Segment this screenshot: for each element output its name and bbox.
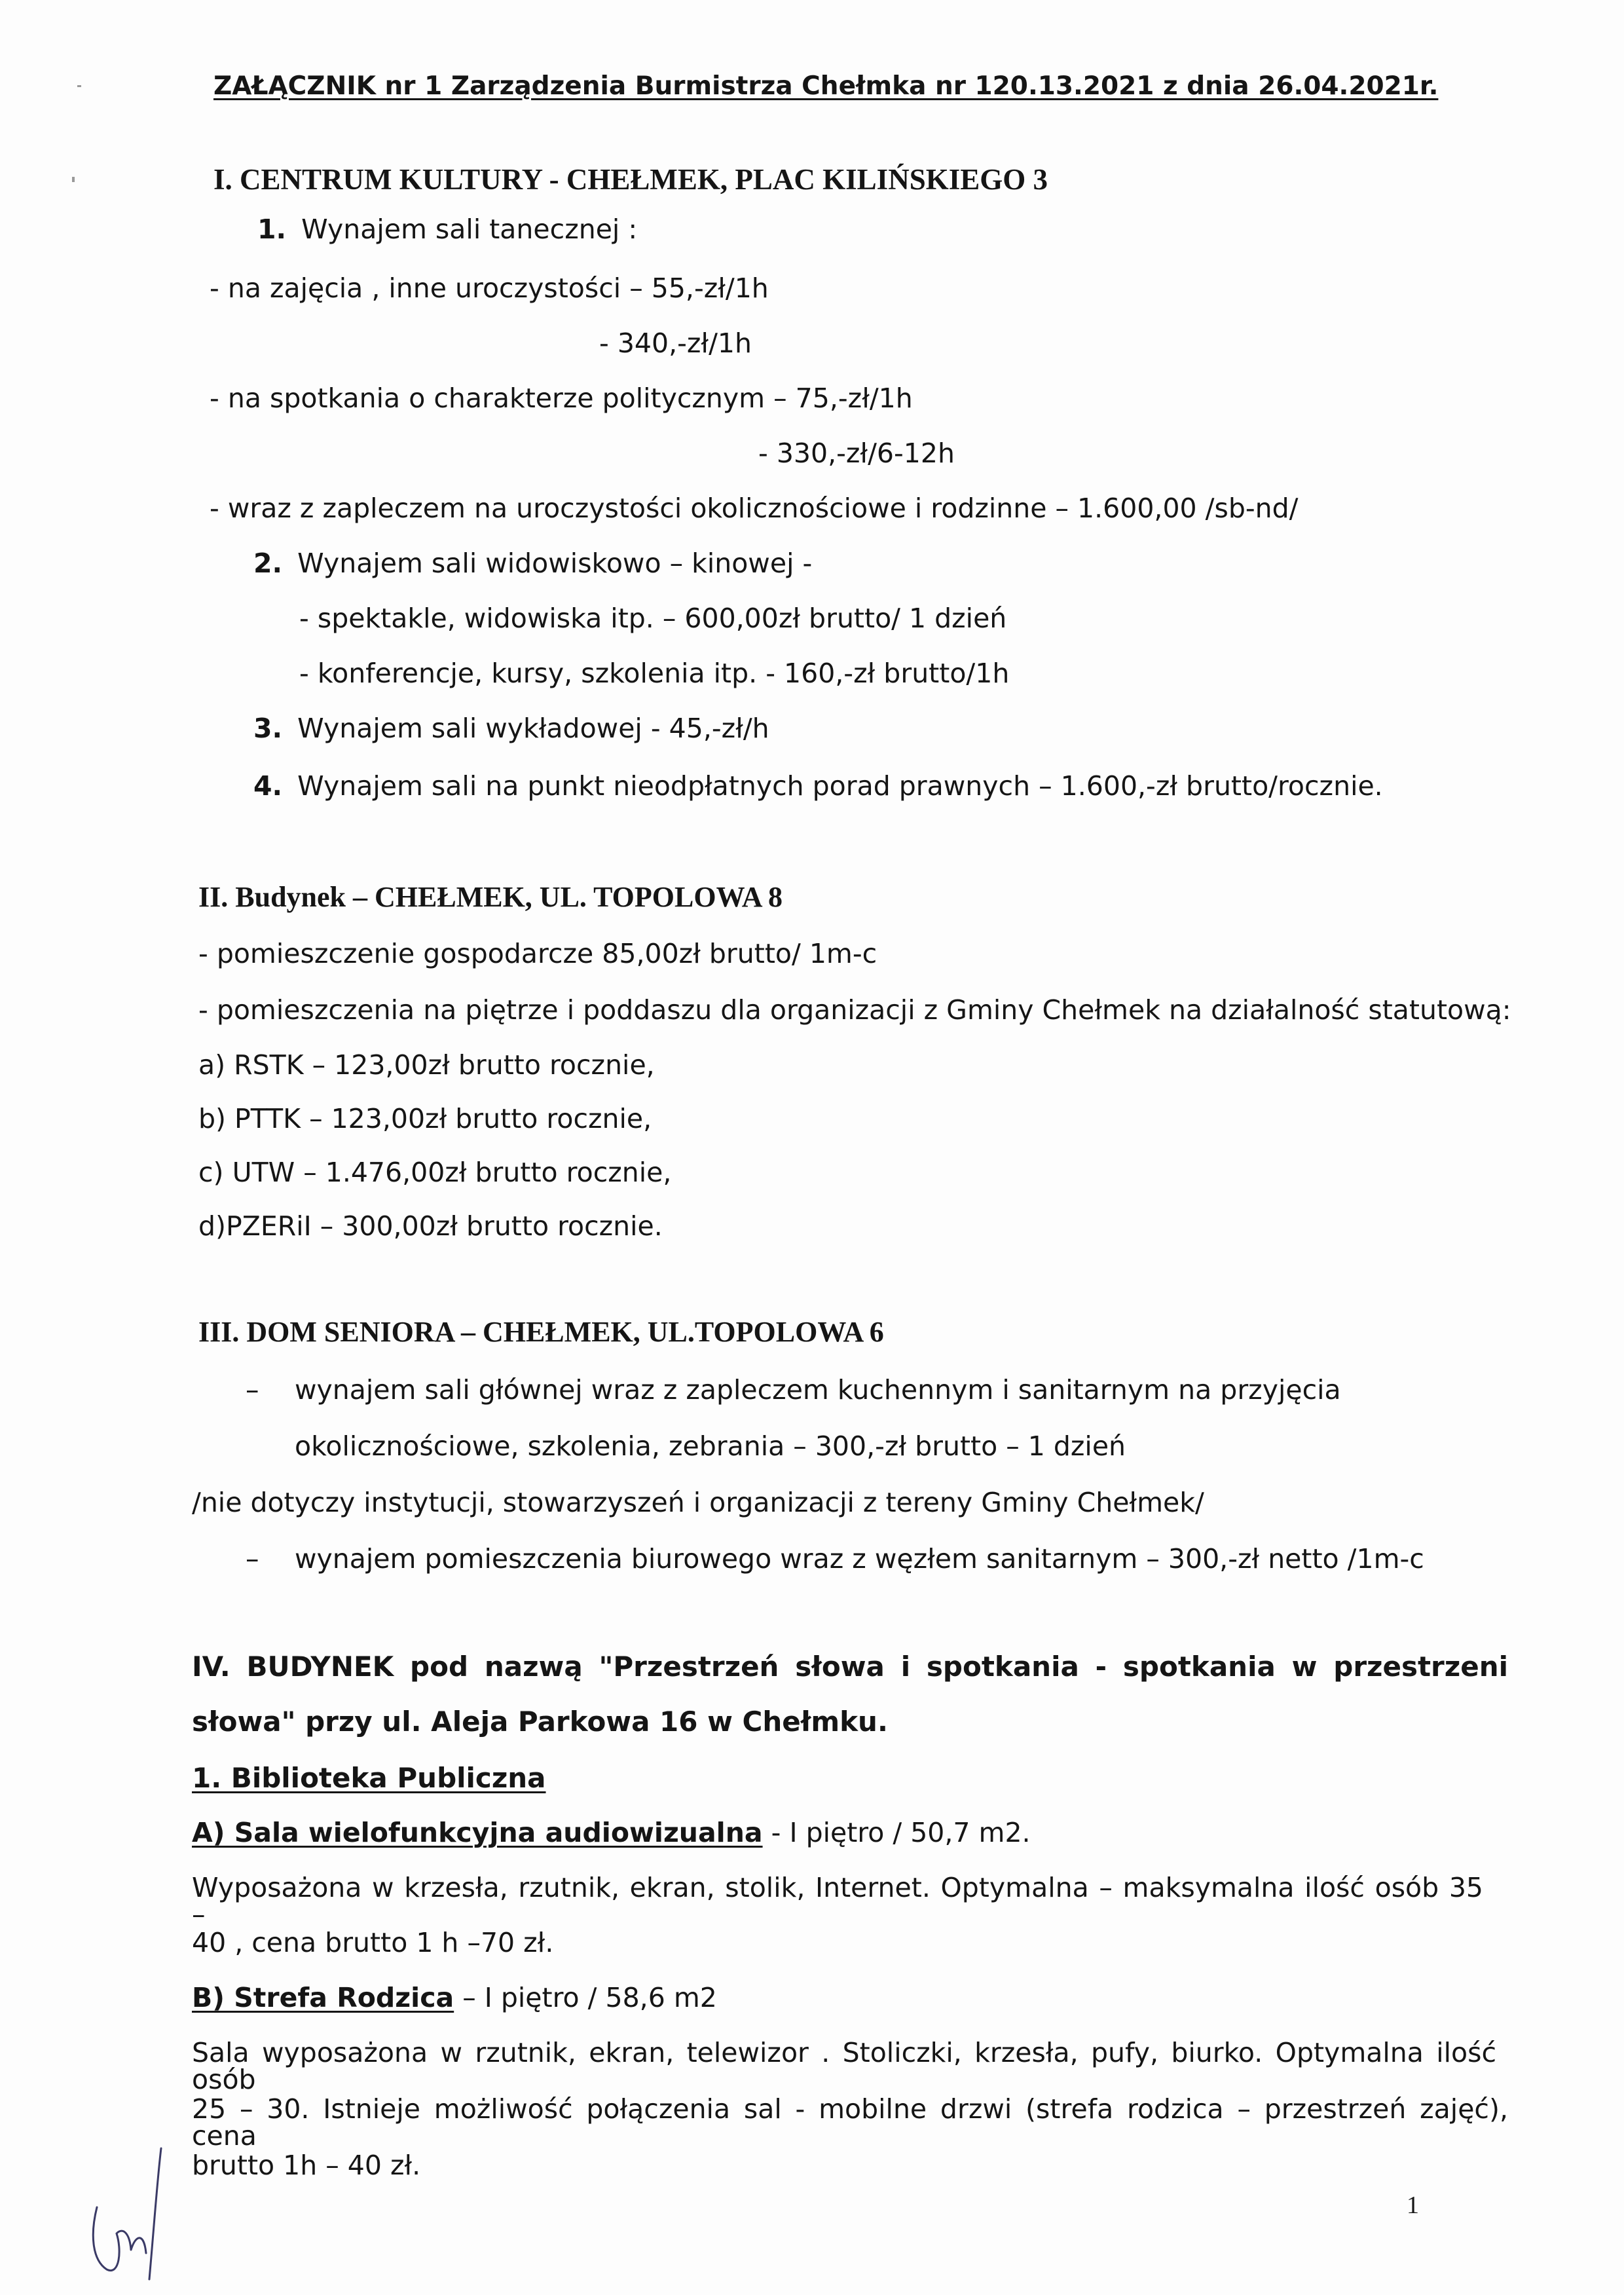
- paragraph-line: Wyposażona w krzesła, rzutnik, ekran, stolik, Internet. Optymalna – maksymalna ilość osób 35 –: [192, 1872, 1483, 1930]
- dash-marker: –: [246, 1374, 259, 1406]
- price-line: - spektakle, widowiska itp. – 600,00zł brutto/ 1 dzień: [299, 603, 1007, 634]
- page-number: 1: [1407, 2192, 1419, 2219]
- price-line: - na zajęcia , inne uroczystości – 55,-zł/1h: [210, 272, 769, 304]
- section-1-item-1: [257, 216, 637, 243]
- room-b-info: – I piętro / 58,6 m2: [454, 1982, 717, 2013]
- room-a-label: A) Sala wielofunkcyjna audiowizualna: [192, 1817, 763, 1848]
- room-a-info: - I piętro / 50,7 m2.: [762, 1817, 1031, 1848]
- room-b-label: B) Strefa Rodzica: [192, 1982, 454, 2013]
- section-3-title: III. DOM SENIORA – CHEŁMEK, UL.TOPOLOWA 6: [198, 1316, 884, 1348]
- section-1-title: [213, 165, 1048, 195]
- organization-line: b) PTTK – 123,00zł brutto rocznie,: [198, 1103, 652, 1134]
- dash-marker: –: [246, 1543, 259, 1575]
- item-label: Wynajem sali wykładowej - 45,-zł/h: [297, 713, 769, 744]
- paragraph-line: 40 , cena brutto 1 h –70 zł.: [192, 1927, 554, 1958]
- section-1-item-3: [253, 715, 769, 742]
- document-header: ZAŁĄCZNIK nr 1 Zarządzenia Burmistrza Chełmka nr 120.13.2021 z dnia 26.04.2021r.: [213, 71, 1439, 101]
- item-label: Wynajem sali tanecznej :: [301, 214, 638, 245]
- paragraph-line: 25 – 30. Istnieje możliwość połączenia sal - mobilne drzwi (strefa rodzica – przestrzeń zajęć), cena: [192, 2093, 1508, 2152]
- item-number: 3.: [253, 713, 283, 744]
- scan-speck: [72, 177, 75, 182]
- paragraph-line: Sala wyposażona w rzutnik, ekran, telewizor . Stoliczki, krzesła, pufy, biurko. Optymalna ilość osób: [192, 2037, 1496, 2095]
- item-number: 2.: [253, 548, 283, 579]
- section-1-title-text: CENTRUM KULTURY - CHEŁMEK, PLAC KILIŃSKIEGO 3: [240, 163, 1048, 196]
- note-line: /nie dotyczy instytucji, stowarzyszeń i organizacji z tereny Gminy Chełmek/: [192, 1487, 1204, 1518]
- scan-speck: [77, 85, 81, 87]
- organization-line: c) UTW – 1.476,00zł brutto rocznie,: [198, 1157, 672, 1188]
- price-line: - na spotkania o charakterze politycznym – 75,-zł/1h: [210, 382, 913, 414]
- item-label: Wynajem sali widowiskowo – kinowej -: [297, 548, 813, 579]
- rental-line: wynajem sali głównej wraz z zapleczem kuchennym i sanitarnym na przyjęcia: [295, 1374, 1341, 1406]
- item-label: Wynajem sali na punkt nieodpłatnych porad prawnych – 1.600,-zł brutto/rocznie.: [297, 770, 1383, 802]
- paragraph-line: brutto 1h – 40 zł.: [192, 2150, 421, 2181]
- rental-line: - pomieszczenia na piętrze i poddaszu dla organizacji z Gminy Chełmek na działalność statutową:: [198, 994, 1511, 1026]
- organization-line: d)PZERiI – 300,00zł brutto rocznie.: [198, 1210, 663, 1242]
- section-1-item-2: [253, 550, 812, 577]
- section-4-title-line-1: IV. BUDYNEK pod nazwą "Przestrzeń słowa i spotkania - spotkania w przestrzeni: [192, 1651, 1508, 1683]
- item-number: 4.: [253, 770, 283, 802]
- price-line: - wraz z zapleczem na uroczystości okolicznościowe i rodzinne – 1.600,00 /sb-nd/: [210, 493, 1299, 524]
- section-1-item-4: [253, 770, 1383, 802]
- item-number: 1.: [257, 214, 287, 245]
- price-line: - 340,-zł/1h: [599, 327, 752, 359]
- section-2-title: II. Budynek – CHEŁMEK, UL. TOPOLOWA 8: [198, 881, 783, 913]
- section-1-title-number: I.: [213, 163, 232, 196]
- rental-line: wynajem pomieszczenia biurowego wraz z węzłem sanitarnym – 300,-zł netto /1m-c: [295, 1543, 1424, 1575]
- signature-mark: [84, 2135, 182, 2286]
- price-line: - 330,-zł/6-12h: [758, 438, 955, 469]
- price-line: - konferencje, kursy, szkolenia itp. - 160,-zł brutto/1h: [299, 658, 1010, 689]
- library-subheading: 1. Biblioteka Publiczna: [192, 1762, 546, 1794]
- rental-line: okolicznościowe, szkolenia, zebrania – 300,-zł brutto – 1 dzień: [295, 1430, 1126, 1462]
- section-4-title-line-2: słowa" przy ul. Aleja Parkowa 16 w Chełmku.: [192, 1706, 888, 1738]
- organization-line: a) RSTK – 123,00zł brutto rocznie,: [198, 1049, 655, 1081]
- room-a-heading: [192, 1819, 1031, 1846]
- rental-line: - pomieszczenie gospodarcze 85,00zł brutto/ 1m-c: [198, 938, 877, 969]
- room-b-heading: [192, 1982, 717, 2013]
